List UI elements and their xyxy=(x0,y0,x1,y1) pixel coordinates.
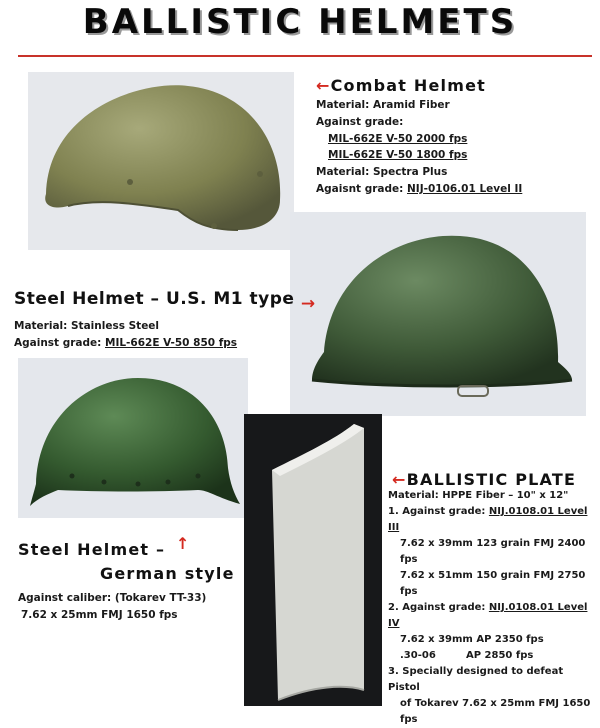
m1-grade-prefix: Against grade: xyxy=(14,336,105,349)
german-helmet-illustration xyxy=(18,358,248,518)
arrow-left-icon: ← xyxy=(316,76,331,95)
m1-helmet-title: Steel Helmet – U.S. M1 type xyxy=(14,289,295,309)
plate-item-1 xyxy=(388,504,596,536)
plate-item-2-prefix: 2. Against grade: xyxy=(388,602,489,613)
plate-item-2-line-2a: .30-06 xyxy=(400,650,436,661)
plate-material: Material: HPPE Fiber – 10" x 12" xyxy=(388,490,569,501)
plate-item-3-line-2: of Tokarev 7.62 x 25mm FMJ 1650 fps xyxy=(400,698,591,725)
m1-helmet-illustration xyxy=(290,212,586,416)
plate-item-1-grade: NIJ.0108.01 Level III xyxy=(388,506,588,533)
combat-helmet-title: Combat Helmet xyxy=(330,76,486,95)
ballistic-plate-heading xyxy=(392,470,576,489)
german-caliber: Against caliber: (Tokarev TT-33) xyxy=(18,592,207,604)
ballistic-plate-illustration xyxy=(244,414,382,706)
combat-helmet-heading xyxy=(316,76,486,95)
m1-grade: MIL-662E V-50 850 fps xyxy=(105,336,238,349)
m1-grade-row xyxy=(14,335,284,352)
plate-item-2-line-1: 7.62 x 39mm AP 2350 fps xyxy=(400,634,544,645)
combat-grade-3-prefix: Agaisnt grade: xyxy=(316,182,407,195)
combat-material-1: Material: Aramid Fiber xyxy=(316,99,450,111)
plate-item-1-line-1: 7.62 x 39mm 123 grain FMJ 2400 fps xyxy=(400,538,586,565)
combat-grade-1: MIL-662E V-50 2000 fps xyxy=(328,132,468,145)
combat-grade-2: MIL-662E V-50 1800 fps xyxy=(328,149,468,162)
combat-helmet-illustration xyxy=(28,72,294,250)
combat-helmet-photo xyxy=(28,72,294,250)
combat-material-2: Material: Spectra Plus xyxy=(316,166,448,179)
combat-against-grade-label: Against grade: xyxy=(316,115,404,128)
combat-grade-3: NIJ-0106.01 Level II xyxy=(407,182,523,195)
arrow-right-icon: → xyxy=(300,294,316,314)
title-divider xyxy=(18,55,592,57)
german-helmet-title-2: German style xyxy=(100,564,235,583)
plate-item-1-prefix: 1. Against grade: xyxy=(388,506,489,517)
arrow-up-icon: ↑ xyxy=(176,534,190,553)
german-spec: 7.62 x 25mm FMJ 1650 fps xyxy=(21,608,178,621)
ballistic-plate-title: BALLISTIC PLATE xyxy=(406,470,577,489)
german-helmet-title-1: Steel Helmet – xyxy=(18,540,166,559)
m1-helmet-photo xyxy=(290,212,586,416)
german-helmet-photo xyxy=(18,358,248,518)
plate-item-2-line-2 xyxy=(388,648,596,664)
m1-material: Material: Stainless Steel xyxy=(14,320,160,332)
m1-helmet-heading xyxy=(14,289,316,314)
m1-helmet-specs xyxy=(14,318,284,352)
ballistic-plate-photo xyxy=(244,414,382,706)
plate-item-2-grade: NIJ.0108.01 Level IV xyxy=(388,602,588,629)
arrow-left-icon-plate: ← xyxy=(392,470,407,489)
german-helmet-heading-2 xyxy=(100,564,235,583)
german-helmet-heading-1 xyxy=(18,540,165,559)
plate-item-2 xyxy=(388,600,596,632)
ballistic-plate-specs xyxy=(388,488,596,728)
combat-grade-3-row xyxy=(316,181,586,198)
combat-helmet-specs xyxy=(316,97,586,198)
plate-item-2-line-2b: AP 2850 fps xyxy=(466,650,534,661)
plate-item-3-line-1: 3. Specially designed to defeat Pistol xyxy=(388,666,564,693)
plate-item-1-line-2: 7.62 x 51mm 150 grain FMJ 2750 fps xyxy=(400,570,586,597)
german-helmet-specs xyxy=(18,590,248,624)
page-title: BALLISTIC HELMETS xyxy=(82,2,518,42)
